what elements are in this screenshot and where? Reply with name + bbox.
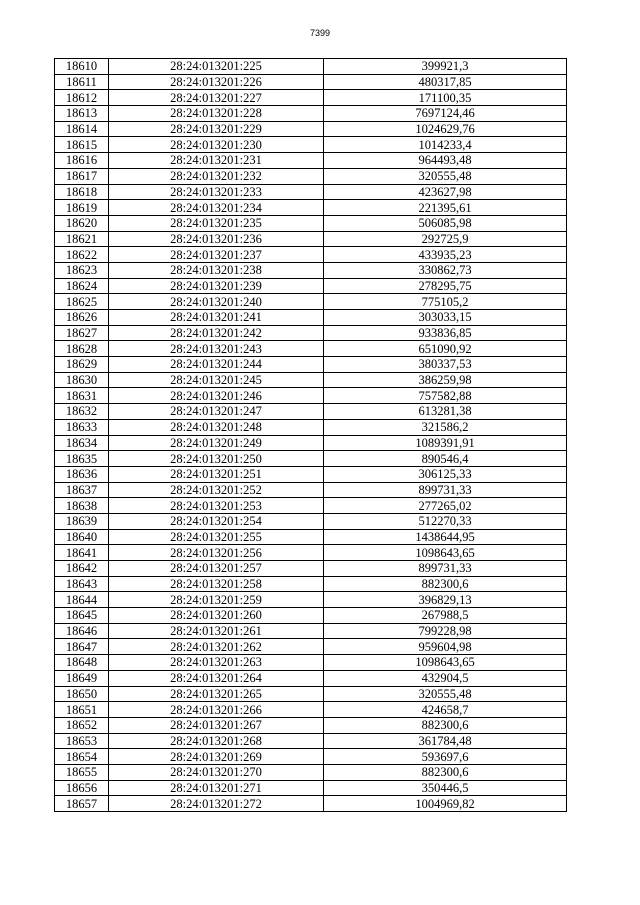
value-cell: 512270,33 bbox=[324, 513, 567, 529]
cadastral-number-cell: 28:24:013201:241 bbox=[109, 310, 324, 326]
table-row bbox=[55, 106, 567, 122]
row-number-cell: 18656 bbox=[55, 780, 109, 796]
row-number-cell: 18614 bbox=[55, 121, 109, 137]
table-row bbox=[55, 545, 567, 561]
table-row bbox=[55, 137, 567, 153]
value-cell: 396829,13 bbox=[324, 592, 567, 608]
cadastral-number-cell: 28:24:013201:254 bbox=[109, 513, 324, 529]
row-number-cell: 18627 bbox=[55, 325, 109, 341]
row-number-cell: 18653 bbox=[55, 733, 109, 749]
cadastral-number-cell: 28:24:013201:226 bbox=[109, 74, 324, 90]
value-cell: 799228,98 bbox=[324, 623, 567, 639]
table-row bbox=[55, 592, 567, 608]
table-row bbox=[55, 325, 567, 341]
row-number-cell: 18613 bbox=[55, 106, 109, 122]
table-row bbox=[55, 717, 567, 733]
cadastral-number-cell: 28:24:013201:256 bbox=[109, 545, 324, 561]
table-row bbox=[55, 310, 567, 326]
table-row bbox=[55, 200, 567, 216]
cadastral-number-cell: 28:24:013201:261 bbox=[109, 623, 324, 639]
value-cell: 933836,85 bbox=[324, 325, 567, 341]
table-row bbox=[55, 341, 567, 357]
row-number-cell: 18657 bbox=[55, 796, 109, 812]
value-cell: 380337,53 bbox=[324, 357, 567, 373]
table-row bbox=[55, 153, 567, 169]
registry-table-body bbox=[55, 59, 567, 812]
row-number-cell: 18654 bbox=[55, 749, 109, 765]
cadastral-number-cell: 28:24:013201:239 bbox=[109, 278, 324, 294]
row-number-cell: 18638 bbox=[55, 498, 109, 514]
table-row bbox=[55, 278, 567, 294]
row-number-cell: 18621 bbox=[55, 231, 109, 247]
cadastral-number-cell: 28:24:013201:255 bbox=[109, 529, 324, 545]
value-cell: 267988,5 bbox=[324, 608, 567, 624]
table-row bbox=[55, 733, 567, 749]
cadastral-number-cell: 28:24:013201:262 bbox=[109, 639, 324, 655]
table-row bbox=[55, 184, 567, 200]
value-cell: 1089391,91 bbox=[324, 435, 567, 451]
value-cell: 303033,15 bbox=[324, 310, 567, 326]
cadastral-number-cell: 28:24:013201:244 bbox=[109, 357, 324, 373]
row-number-cell: 18610 bbox=[55, 59, 109, 75]
cadastral-number-cell: 28:24:013201:264 bbox=[109, 670, 324, 686]
table-row bbox=[55, 780, 567, 796]
value-cell: 171100,35 bbox=[324, 90, 567, 106]
table-row bbox=[55, 623, 567, 639]
cadastral-number-cell: 28:24:013201:249 bbox=[109, 435, 324, 451]
value-cell: 1014233,4 bbox=[324, 137, 567, 153]
table-row bbox=[55, 74, 567, 90]
row-number-cell: 18642 bbox=[55, 561, 109, 577]
cadastral-number-cell: 28:24:013201:251 bbox=[109, 466, 324, 482]
value-cell: 882300,6 bbox=[324, 717, 567, 733]
value-cell: 506085,98 bbox=[324, 215, 567, 231]
cadastral-number-cell: 28:24:013201:245 bbox=[109, 372, 324, 388]
row-number-cell: 18648 bbox=[55, 655, 109, 671]
cadastral-number-cell: 28:24:013201:271 bbox=[109, 780, 324, 796]
table-row bbox=[55, 404, 567, 420]
value-cell: 651090,92 bbox=[324, 341, 567, 357]
cadastral-number-cell: 28:24:013201:243 bbox=[109, 341, 324, 357]
row-number-cell: 18637 bbox=[55, 482, 109, 498]
row-number-cell: 18612 bbox=[55, 90, 109, 106]
cadastral-number-cell: 28:24:013201:236 bbox=[109, 231, 324, 247]
value-cell: 899731,33 bbox=[324, 482, 567, 498]
row-number-cell: 18645 bbox=[55, 608, 109, 624]
table-row bbox=[55, 294, 567, 310]
row-number-cell: 18649 bbox=[55, 670, 109, 686]
cadastral-number-cell: 28:24:013201:237 bbox=[109, 247, 324, 263]
row-number-cell: 18615 bbox=[55, 137, 109, 153]
row-number-cell: 18633 bbox=[55, 419, 109, 435]
row-number-cell: 18636 bbox=[55, 466, 109, 482]
row-number-cell: 18629 bbox=[55, 357, 109, 373]
table-row bbox=[55, 215, 567, 231]
value-cell: 7697124,46 bbox=[324, 106, 567, 122]
cadastral-number-cell: 28:24:013201:266 bbox=[109, 702, 324, 718]
cadastral-number-cell: 28:24:013201:267 bbox=[109, 717, 324, 733]
table-row bbox=[55, 168, 567, 184]
cadastral-number-cell: 28:24:013201:238 bbox=[109, 262, 324, 278]
cadastral-number-cell: 28:24:013201:234 bbox=[109, 200, 324, 216]
cadastral-number-cell: 28:24:013201:232 bbox=[109, 168, 324, 184]
table-row bbox=[55, 482, 567, 498]
cadastral-number-cell: 28:24:013201:253 bbox=[109, 498, 324, 514]
value-cell: 292725,9 bbox=[324, 231, 567, 247]
value-cell: 757582,88 bbox=[324, 388, 567, 404]
value-cell: 1098643,65 bbox=[324, 545, 567, 561]
table-row bbox=[55, 466, 567, 482]
table-row bbox=[55, 451, 567, 467]
value-cell: 221395,61 bbox=[324, 200, 567, 216]
cadastral-number-cell: 28:24:013201:248 bbox=[109, 419, 324, 435]
page-number: 7399 bbox=[309, 28, 331, 38]
registry-table bbox=[54, 58, 567, 812]
table-row bbox=[55, 262, 567, 278]
row-number-cell: 18623 bbox=[55, 262, 109, 278]
cadastral-number-cell: 28:24:013201:227 bbox=[109, 90, 324, 106]
row-number-cell: 18616 bbox=[55, 153, 109, 169]
cadastral-number-cell: 28:24:013201:240 bbox=[109, 294, 324, 310]
cadastral-number-cell: 28:24:013201:257 bbox=[109, 561, 324, 577]
value-cell: 1004969,82 bbox=[324, 796, 567, 812]
row-number-cell: 18650 bbox=[55, 686, 109, 702]
row-number-cell: 18635 bbox=[55, 451, 109, 467]
value-cell: 277265,02 bbox=[324, 498, 567, 514]
row-number-cell: 18611 bbox=[55, 74, 109, 90]
row-number-cell: 18641 bbox=[55, 545, 109, 561]
row-number-cell: 18644 bbox=[55, 592, 109, 608]
value-cell: 361784,48 bbox=[324, 733, 567, 749]
value-cell: 593697,6 bbox=[324, 749, 567, 765]
table-row bbox=[55, 655, 567, 671]
value-cell: 386259,98 bbox=[324, 372, 567, 388]
value-cell: 306125,33 bbox=[324, 466, 567, 482]
cadastral-number-cell: 28:24:013201:230 bbox=[109, 137, 324, 153]
value-cell: 899731,33 bbox=[324, 561, 567, 577]
table-row bbox=[55, 121, 567, 137]
row-number-cell: 18620 bbox=[55, 215, 109, 231]
table-row bbox=[55, 764, 567, 780]
cadastral-number-cell: 28:24:013201:265 bbox=[109, 686, 324, 702]
value-cell: 613281,38 bbox=[324, 404, 567, 420]
table-row bbox=[55, 498, 567, 514]
value-cell: 480317,85 bbox=[324, 74, 567, 90]
cadastral-number-cell: 28:24:013201:250 bbox=[109, 451, 324, 467]
row-number-cell: 18634 bbox=[55, 435, 109, 451]
row-number-cell: 18619 bbox=[55, 200, 109, 216]
cadastral-number-cell: 28:24:013201:272 bbox=[109, 796, 324, 812]
cadastral-number-cell: 28:24:013201:263 bbox=[109, 655, 324, 671]
value-cell: 399921,3 bbox=[324, 59, 567, 75]
row-number-cell: 18655 bbox=[55, 764, 109, 780]
row-number-cell: 18626 bbox=[55, 310, 109, 326]
value-cell: 330862,73 bbox=[324, 262, 567, 278]
table-row bbox=[55, 357, 567, 373]
table-row bbox=[55, 90, 567, 106]
table-row bbox=[55, 435, 567, 451]
cadastral-number-cell: 28:24:013201:242 bbox=[109, 325, 324, 341]
table-row bbox=[55, 372, 567, 388]
row-number-cell: 18631 bbox=[55, 388, 109, 404]
table-row bbox=[55, 749, 567, 765]
row-number-cell: 18646 bbox=[55, 623, 109, 639]
value-cell: 433935,23 bbox=[324, 247, 567, 263]
cadastral-number-cell: 28:24:013201:252 bbox=[109, 482, 324, 498]
table-row bbox=[55, 639, 567, 655]
cadastral-number-cell: 28:24:013201:225 bbox=[109, 59, 324, 75]
table-row bbox=[55, 388, 567, 404]
cadastral-number-cell: 28:24:013201:269 bbox=[109, 749, 324, 765]
value-cell: 882300,6 bbox=[324, 576, 567, 592]
value-cell: 320555,48 bbox=[324, 168, 567, 184]
table-row bbox=[55, 796, 567, 812]
value-cell: 432904,5 bbox=[324, 670, 567, 686]
value-cell: 320555,48 bbox=[324, 686, 567, 702]
table-row bbox=[55, 513, 567, 529]
value-cell: 1438644,95 bbox=[324, 529, 567, 545]
row-number-cell: 18630 bbox=[55, 372, 109, 388]
value-cell: 959604,98 bbox=[324, 639, 567, 655]
cadastral-number-cell: 28:24:013201:258 bbox=[109, 576, 324, 592]
value-cell: 1098643,65 bbox=[324, 655, 567, 671]
table-row bbox=[55, 702, 567, 718]
value-cell: 321586,2 bbox=[324, 419, 567, 435]
table-row bbox=[55, 231, 567, 247]
cadastral-number-cell: 28:24:013201:235 bbox=[109, 215, 324, 231]
cadastral-number-cell: 28:24:013201:260 bbox=[109, 608, 324, 624]
row-number-cell: 18625 bbox=[55, 294, 109, 310]
value-cell: 890546,4 bbox=[324, 451, 567, 467]
cadastral-number-cell: 28:24:013201:246 bbox=[109, 388, 324, 404]
row-number-cell: 18639 bbox=[55, 513, 109, 529]
table-row bbox=[55, 247, 567, 263]
value-cell: 424658,7 bbox=[324, 702, 567, 718]
value-cell: 882300,6 bbox=[324, 764, 567, 780]
row-number-cell: 18622 bbox=[55, 247, 109, 263]
table-row bbox=[55, 419, 567, 435]
table-row bbox=[55, 686, 567, 702]
table-row bbox=[55, 576, 567, 592]
row-number-cell: 18628 bbox=[55, 341, 109, 357]
cadastral-number-cell: 28:24:013201:268 bbox=[109, 733, 324, 749]
cadastral-number-cell: 28:24:013201:259 bbox=[109, 592, 324, 608]
table-row bbox=[55, 608, 567, 624]
row-number-cell: 18618 bbox=[55, 184, 109, 200]
value-cell: 964493,48 bbox=[324, 153, 567, 169]
row-number-cell: 18652 bbox=[55, 717, 109, 733]
row-number-cell: 18640 bbox=[55, 529, 109, 545]
value-cell: 350446,5 bbox=[324, 780, 567, 796]
value-cell: 775105,2 bbox=[324, 294, 567, 310]
value-cell: 423627,98 bbox=[324, 184, 567, 200]
row-number-cell: 18643 bbox=[55, 576, 109, 592]
cadastral-number-cell: 28:24:013201:231 bbox=[109, 153, 324, 169]
cadastral-number-cell: 28:24:013201:247 bbox=[109, 404, 324, 420]
cadastral-number-cell: 28:24:013201:233 bbox=[109, 184, 324, 200]
cadastral-number-cell: 28:24:013201:229 bbox=[109, 121, 324, 137]
table-row bbox=[55, 561, 567, 577]
row-number-cell: 18632 bbox=[55, 404, 109, 420]
table-row bbox=[55, 529, 567, 545]
value-cell: 278295,75 bbox=[324, 278, 567, 294]
cadastral-number-cell: 28:24:013201:228 bbox=[109, 106, 324, 122]
row-number-cell: 18647 bbox=[55, 639, 109, 655]
table-row bbox=[55, 670, 567, 686]
value-cell: 1024629,76 bbox=[324, 121, 567, 137]
row-number-cell: 18624 bbox=[55, 278, 109, 294]
row-number-cell: 18651 bbox=[55, 702, 109, 718]
cadastral-number-cell: 28:24:013201:270 bbox=[109, 764, 324, 780]
table-row bbox=[55, 59, 567, 75]
row-number-cell: 18617 bbox=[55, 168, 109, 184]
